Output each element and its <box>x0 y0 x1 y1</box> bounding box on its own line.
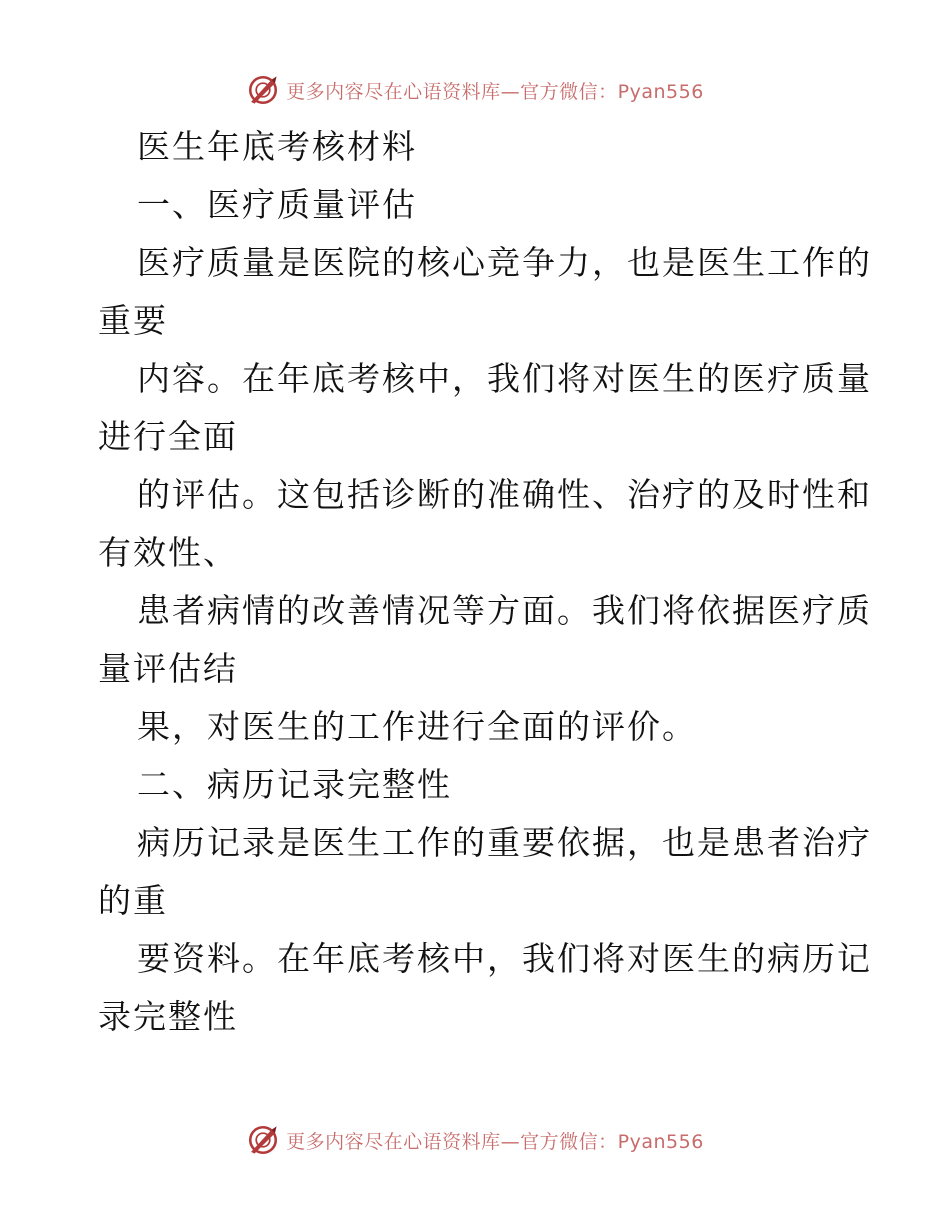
paragraph-line: 的重 <box>98 881 168 920</box>
paragraph-line: 的评估。这包括诊断的准确性、治疗的及时性和 <box>137 475 872 514</box>
paragraph-line: 有效性、 <box>98 533 238 572</box>
paragraph-line: 内容。在年底考核中，我们将对医生的医疗质量 <box>137 359 872 398</box>
paragraph-line: 果，对医生的工作进行全面的评价。 <box>137 707 697 746</box>
section-heading: 二、病历记录完整性 <box>137 765 452 804</box>
paragraph-line: 重要 <box>98 301 168 340</box>
banner-text: 更多内容尽在心语资料库—官方微信：Pyan556 <box>286 1130 704 1153</box>
document-title: 医生年底考核材料 <box>137 127 417 166</box>
document-body <box>0 118 950 1046</box>
quill-seal-icon <box>246 1123 280 1157</box>
banner-text: 更多内容尽在心语资料库—官方微信：Pyan556 <box>286 80 704 103</box>
paragraph-line: 量评估结 <box>98 649 238 688</box>
section-heading: 一、医疗质量评估 <box>137 185 417 224</box>
paragraph-line: 医疗质量是医院的核心竞争力，也是医生工作的 <box>137 243 872 282</box>
paragraph-line: 进行全面 <box>98 417 238 456</box>
header-banner <box>0 70 950 110</box>
paragraph-line: 要资料。在年底考核中，我们将对医生的病历记 <box>137 939 872 978</box>
paragraph-line: 患者病情的改善情况等方面。我们将依据医疗质 <box>137 591 872 630</box>
quill-seal-icon <box>246 73 280 107</box>
footer-banner <box>0 1120 950 1160</box>
paragraph-line: 录完整性 <box>98 997 238 1036</box>
paragraph-line: 病历记录是医生工作的重要依据，也是患者治疗 <box>137 823 872 862</box>
